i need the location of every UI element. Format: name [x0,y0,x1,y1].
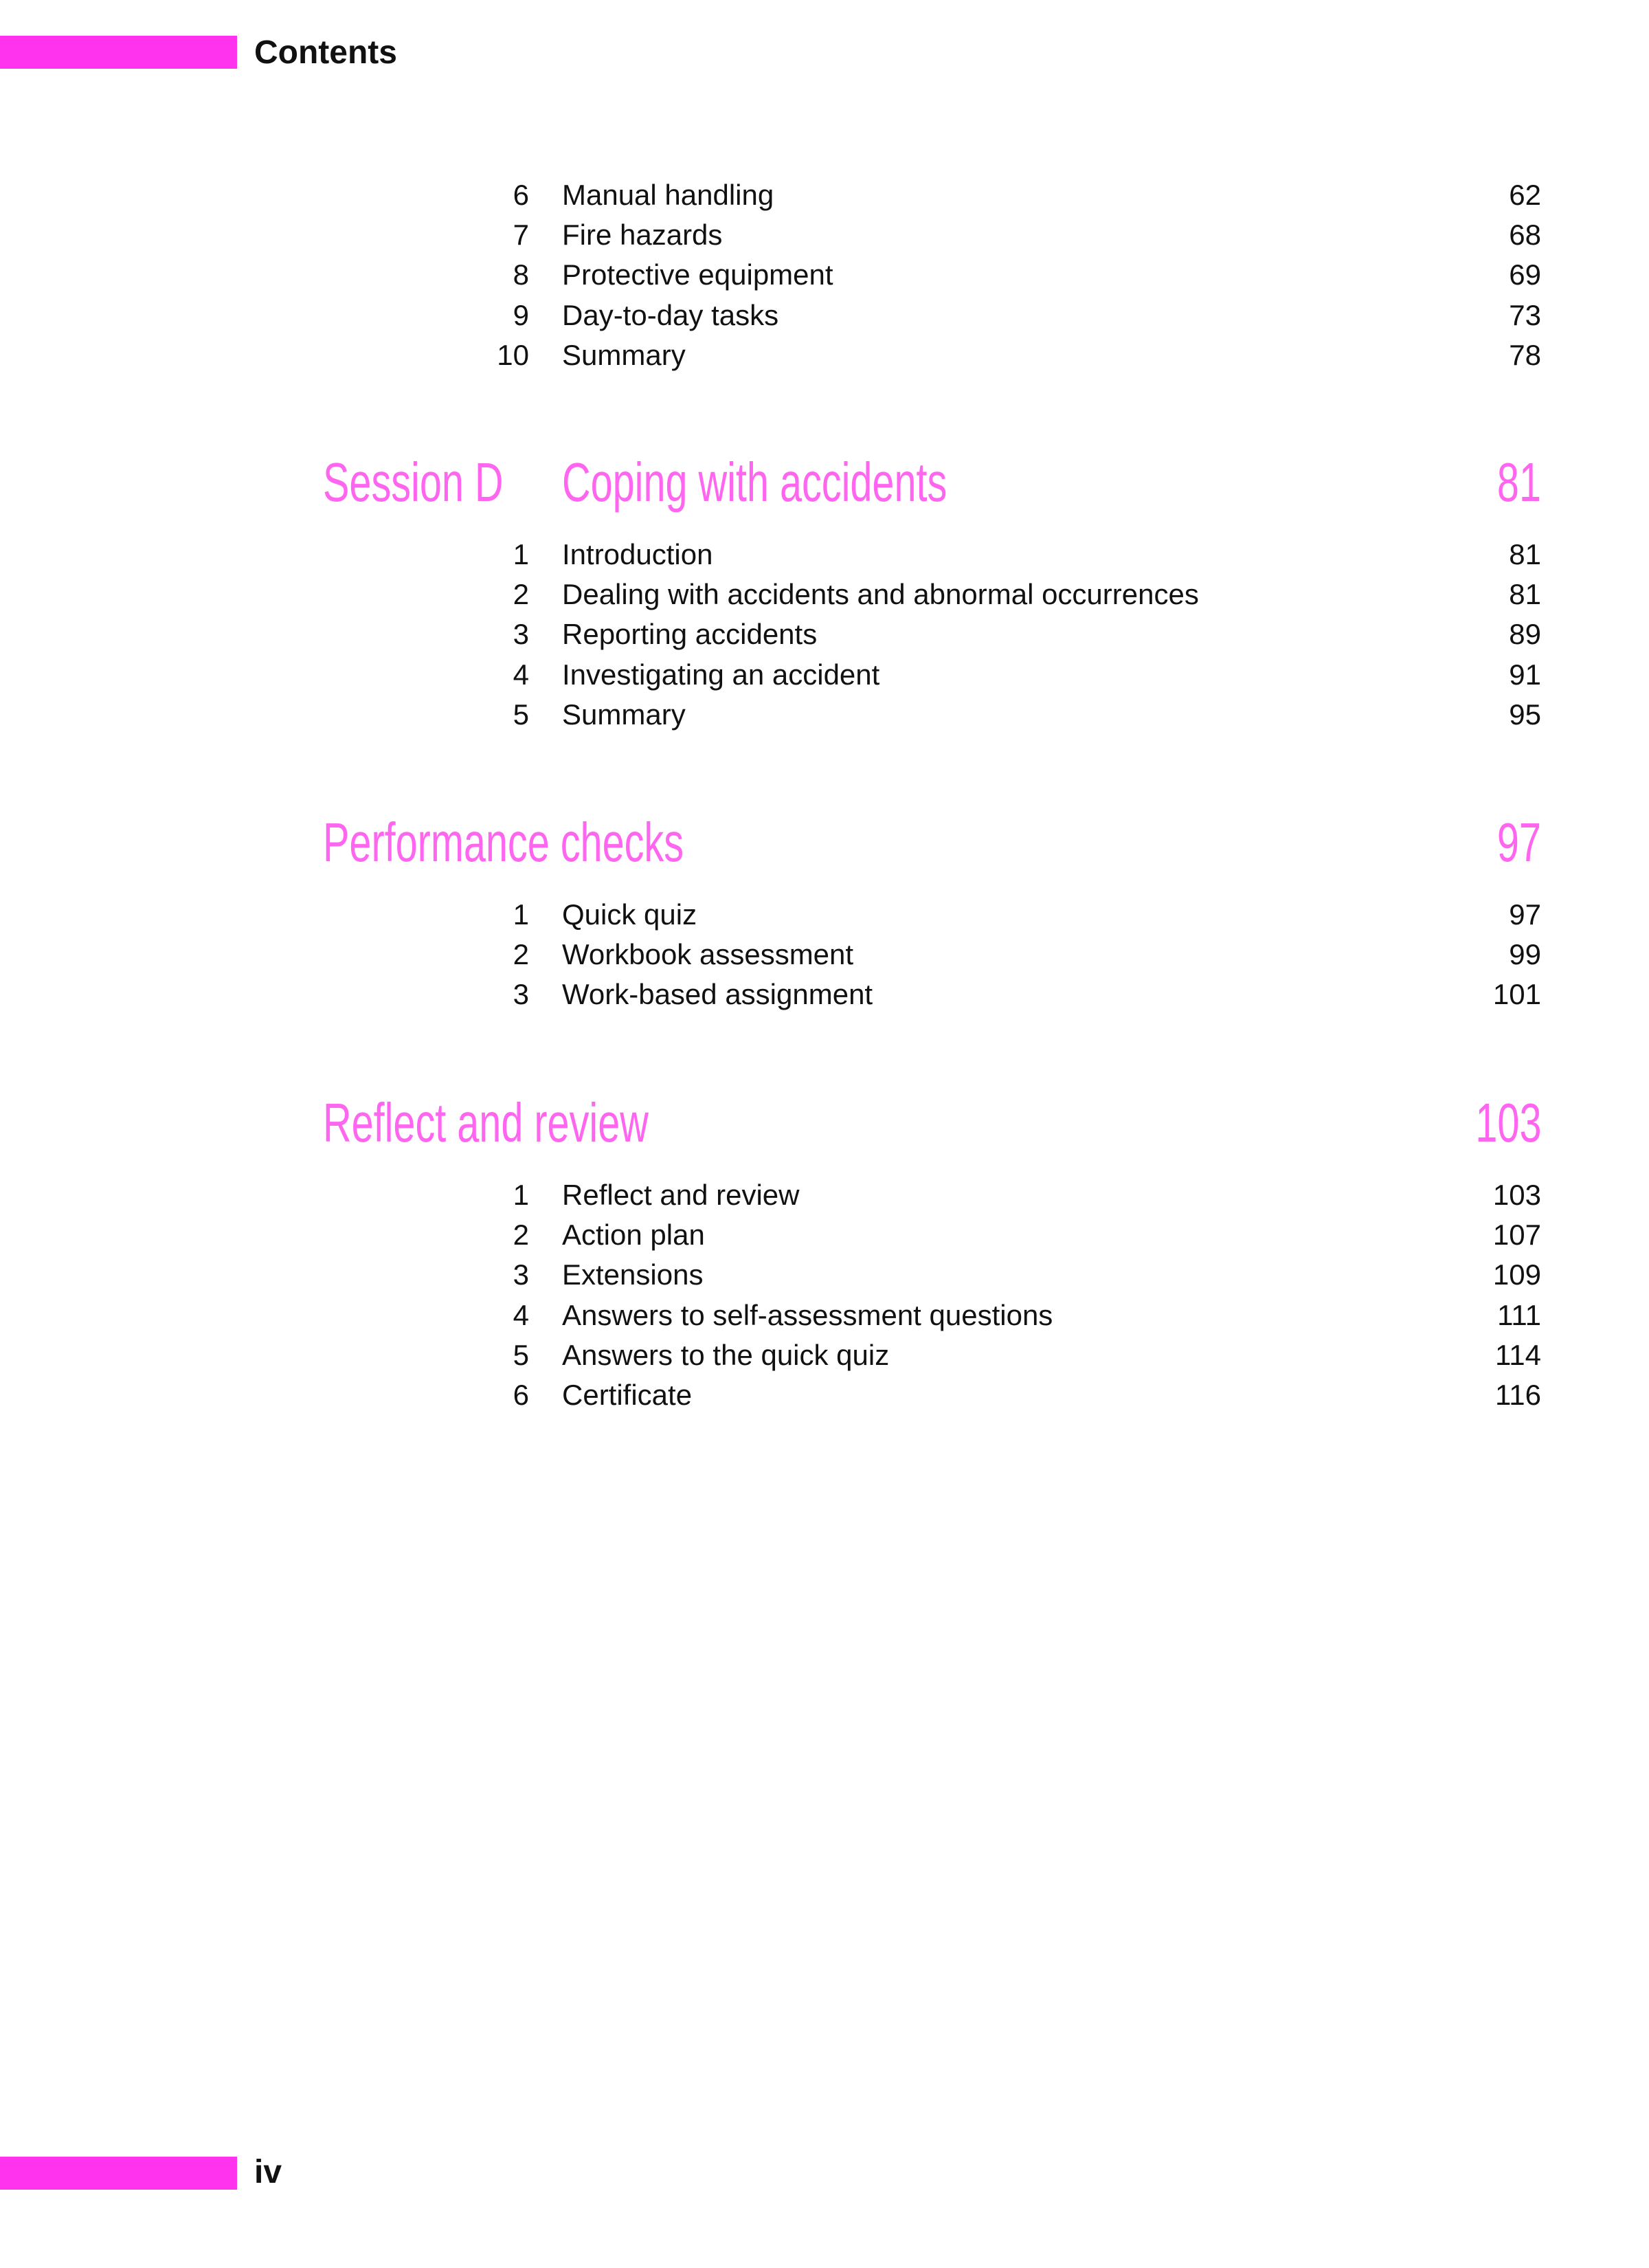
entry-title: Dealing with accidents and abnormal occurrences [562,578,1199,611]
entry-number: 7 [513,219,529,252]
toc-entry[interactable] [0,296,1649,335]
entry-title: Answers to the quick quiz [562,1338,890,1371]
toc-entry[interactable] [0,655,1649,695]
entry-title: Summary [562,338,686,371]
section-heading-performance-checks[interactable] [0,808,1649,877]
entry-title: Manual handling [562,179,774,211]
toc-entry[interactable] [0,614,1649,654]
entry-number: 1 [513,898,529,931]
entry-page: 73 [1509,298,1541,331]
toc-entry[interactable] [0,575,1649,614]
reflect-and-review-items-list [0,1175,1649,1415]
entry-page: 103 [1492,1179,1541,1211]
entry-title: Work-based assignment [562,978,873,1011]
toc-entry[interactable] [0,935,1649,975]
toc-entry[interactable] [0,1255,1649,1295]
entry-page: 78 [1509,338,1541,371]
performance-checks-items-list [0,895,1649,1015]
entry-number: 6 [513,1378,529,1411]
session-label: Session D [323,452,504,513]
entry-page: 107 [1492,1219,1541,1252]
entry-number: 3 [513,618,529,651]
toc-entry[interactable] [0,215,1649,255]
entry-number: 4 [513,658,529,691]
entry-title: Fire hazards [562,219,723,252]
toc-entry[interactable] [0,335,1649,375]
section-title: Coping with accidents [562,452,947,513]
toc-entry[interactable] [0,895,1649,935]
entry-page: 91 [1509,658,1541,691]
entry-page: 62 [1509,179,1541,211]
toc-entry[interactable] [0,255,1649,295]
entry-page: 81 [1509,578,1541,611]
session-d-items-list [0,535,1649,735]
section-title: Performance checks [323,812,684,873]
entry-title: Investigating an accident [562,658,880,691]
toc-entry[interactable] [0,1175,1649,1215]
entry-title: Workbook assessment [562,938,854,971]
entry-page: 101 [1492,978,1541,1011]
entry-title: Extensions [562,1258,704,1291]
entry-number: 2 [513,1219,529,1252]
folio-page-number: iv [254,2154,282,2190]
entry-page: 68 [1509,219,1541,252]
section-title: Reflect and review [323,1092,649,1153]
entry-title: Protective equipment [562,258,833,291]
entry-number: 2 [513,578,529,611]
toc-entry[interactable] [0,1375,1649,1415]
section-heading-session-d[interactable] [0,448,1649,517]
toc-entry[interactable] [0,175,1649,215]
section-heading-reflect-and-review[interactable] [0,1089,1649,1157]
entry-page: 69 [1509,258,1541,291]
entry-page: 89 [1509,618,1541,651]
entry-title: Reporting accidents [562,618,818,651]
section-page: 103 [1474,1092,1541,1153]
running-header-title: Contents [254,34,397,71]
toc-entry[interactable] [0,535,1649,575]
entry-number: 8 [513,258,529,291]
entry-page: 111 [1497,1298,1541,1331]
entry-number: 3 [513,1258,529,1291]
entry-number: 3 [513,978,529,1011]
entry-title: Reflect and review [562,1179,800,1211]
entry-number: 5 [513,698,529,731]
section-page: 97 [1496,812,1541,873]
entry-number: 1 [513,1179,529,1211]
entry-title: Certificate [562,1378,693,1411]
entry-number: 6 [513,179,529,211]
continued-items-list [0,175,1649,375]
toc-entry[interactable] [0,1335,1649,1375]
entry-page: 109 [1492,1258,1541,1291]
entry-page: 99 [1509,938,1541,971]
entry-number: 10 [497,338,529,371]
header-accent-bar [0,36,237,69]
section-page: 81 [1496,452,1541,513]
entry-number: 9 [513,298,529,331]
entry-title: Action plan [562,1219,705,1252]
toc-entry[interactable] [0,1296,1649,1335]
entry-title: Day-to-day tasks [562,298,779,331]
entry-title: Introduction [562,538,713,570]
entry-title: Answers to self-assessment questions [562,1298,1053,1331]
entry-page: 116 [1495,1378,1541,1411]
toc-entry[interactable] [0,975,1649,1014]
toc-entry[interactable] [0,695,1649,735]
entry-page: 81 [1509,538,1541,570]
entry-page: 114 [1495,1338,1541,1371]
entry-title: Quick quiz [562,898,697,931]
entry-number: 5 [513,1338,529,1371]
toc-entry[interactable] [0,1215,1649,1255]
entry-number: 1 [513,538,529,570]
entry-page: 97 [1509,898,1541,931]
entry-page: 95 [1509,698,1541,731]
entry-number: 4 [513,1298,529,1331]
footer-accent-bar [0,2157,237,2190]
entry-number: 2 [513,938,529,971]
entry-title: Summary [562,698,686,731]
